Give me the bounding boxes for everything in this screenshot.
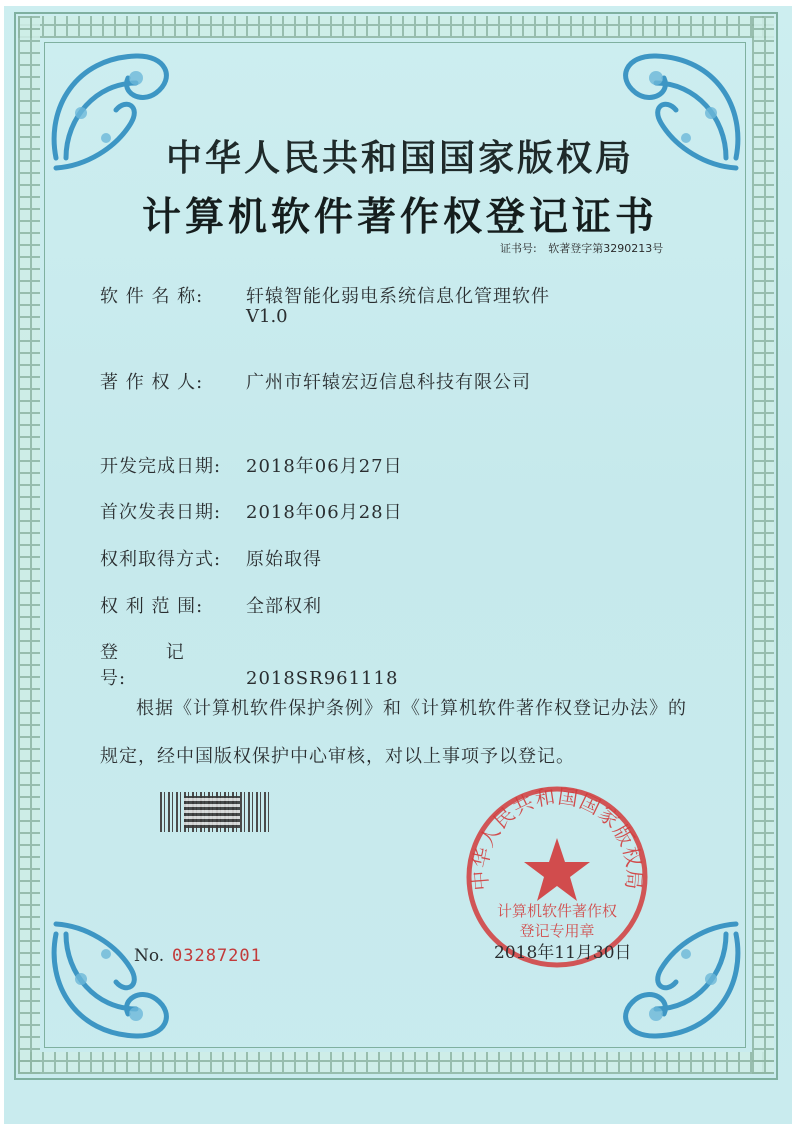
reg-no-row	[100, 638, 398, 690]
acquire-value: 原始取得	[246, 549, 322, 570]
owner-row	[100, 368, 531, 394]
dev-date-value: 2018年06月27日	[246, 456, 403, 477]
acquire-label: 权利取得方式:	[100, 549, 222, 570]
serial-value: 03287201	[172, 946, 262, 966]
reg-no-value: 2018SR961118	[246, 668, 399, 689]
dev-date-row	[100, 452, 403, 478]
seal-inner-line-1: 计算机软件著作权	[496, 902, 618, 920]
corner-ornament-icon	[36, 904, 186, 1054]
scope-label: 权 利 范 围:	[100, 596, 204, 617]
reg-no-label: 登 记 号:	[100, 642, 185, 689]
certificate-title: 计算机软件著作权登记证书	[141, 194, 658, 240]
scope-row	[100, 592, 322, 618]
software-name-value: 轩辕智能化弱电系统信息化管理软件	[246, 286, 550, 307]
statement-line-1: 根据《计算机软件保护条例》和《计算机软件著作权登记办法》的	[136, 698, 687, 719]
software-name-row	[100, 282, 550, 308]
greek-key-border-top	[18, 16, 774, 38]
dev-date-label: 开发完成日期:	[100, 456, 222, 477]
issue-date: 2018年11月30日	[494, 943, 632, 963]
pub-date-value: 2018年06月28日	[246, 502, 403, 523]
certificate-number	[500, 240, 663, 256]
greek-key-border-bottom	[18, 1052, 774, 1074]
scope-value: 全部权利	[246, 596, 322, 617]
owner-label: 著 作 权 人:	[100, 372, 204, 393]
software-name-label: 软 件 名 称:	[100, 286, 204, 307]
issuer-title: 中华人民共和国国家版权局	[165, 137, 634, 179]
seal-inner-line-2: 登记专用章	[519, 922, 595, 940]
serial-label: No.	[134, 946, 165, 966]
owner-value: 广州市轩辕宏迈信息科技有限公司	[246, 372, 531, 393]
barcode-icon	[160, 792, 272, 832]
certificate-number-label: 证书号:	[500, 242, 537, 255]
acquire-row	[100, 545, 322, 571]
seal-outer-text: 中华人民共和国国家版权局	[467, 784, 647, 892]
statement-line-2: 规定，经中国版权保护中心审核，对以上事项予以登记。	[100, 746, 575, 767]
pub-date-label: 首次发表日期:	[100, 502, 222, 523]
pub-date-row	[100, 498, 403, 524]
software-version: V1.0	[246, 306, 288, 327]
certificate-number-value: 软著登字第3290213号	[548, 242, 664, 255]
